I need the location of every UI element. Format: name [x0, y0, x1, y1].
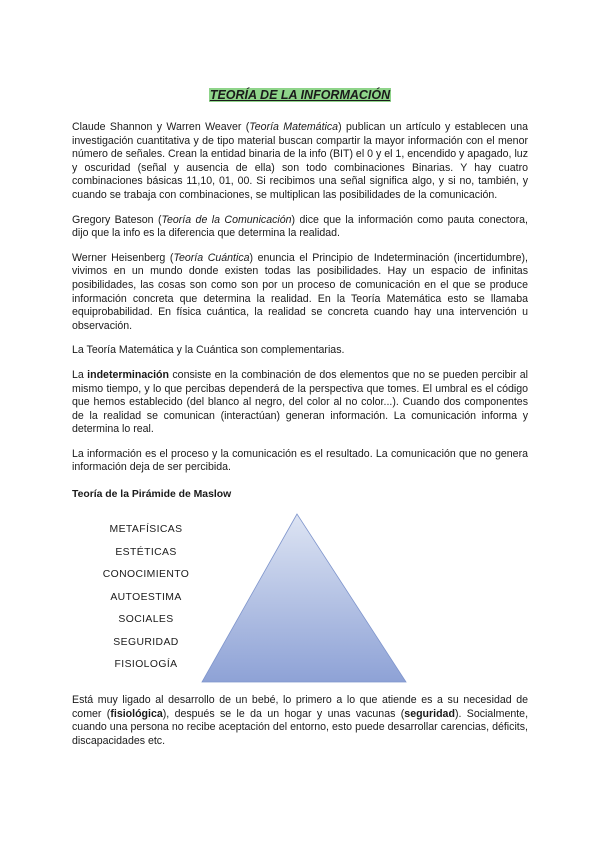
- bold-run: fisiológica: [110, 707, 163, 720]
- pyramid-level-list: [86, 523, 206, 681]
- pyramid-level: CONOCIMIENTO: [102, 569, 190, 581]
- page-title: [72, 70, 528, 107]
- text-run: consiste en la combinación de dos elementos que no se pueden percibir al mismo tiempo, y lo que percibas dependerá de la perspectiva que tomes. El umbral es el código que hemos establecido (del blanco al negro, del color al no color...). Cuando dos componentes de la realidad se comunican (interactúan) generan información. La comunicación informa y determina lo real.: [72, 368, 528, 436]
- document-page: [72, 70, 528, 759]
- paragraph-indeterminacion: [72, 369, 528, 437]
- text-run: Gregory Bateson (: [72, 213, 162, 226]
- maslow-heading: Teoría de la Pirámide de Maslow: [72, 489, 232, 501]
- paragraph-bateson: [72, 214, 528, 241]
- paragraph-complementarias: La Teoría Matemática y la Cuántica son complementarias.: [72, 344, 345, 357]
- pyramid-level: FISIOLOGÍA: [114, 659, 178, 671]
- text-run: Werner Heisenberg (: [72, 251, 174, 264]
- pyramid-shape: [202, 514, 406, 682]
- bold-run: seguridad: [404, 707, 455, 720]
- pyramid-level: AUTOESTIMA: [110, 591, 182, 603]
- italic-run: Teoría de la Comunicación: [161, 213, 292, 226]
- maslow-pyramid: [72, 500, 528, 690]
- paragraph-proceso: La información es el proceso y la comunicación es el resultado. La comunicación que no genera información deja de ser percibida.: [72, 447, 528, 474]
- paragraph-bebe: [72, 694, 528, 748]
- text-run: ) dice que la información como pauta conectora, dijo que la info es la diferencia que determina la realidad.: [72, 213, 528, 240]
- bold-run: indeterminación: [87, 368, 169, 381]
- pyramid-level: METAFÍSICAS: [109, 524, 183, 536]
- italic-run: Teoría Matemática: [249, 121, 339, 133]
- text-run: Está muy ligado al desarrollo de un bebé, lo primero a lo que atiende es a su necesidad de comer (: [72, 694, 528, 720]
- pyramid-level: ESTÉTICAS: [115, 546, 177, 558]
- text-run: La: [72, 368, 88, 381]
- text-run: Claude Shannon y Warren Weaver (: [72, 121, 250, 133]
- text-run: ) enuncia el Principio de Indeterminación (incertidumbre), vivimos en un mundo donde existen todas las posibilidades. Hay un espacio de infinitas posibilidades, las cosas son como son por un proceso de comunicación en el que se produce información concreta que determina la realidad. En la Teoría Matemática esto se llamaba equiprobabilidad. En física cuántica, la realidad se concreta cuando hay una intervención u observación.: [72, 251, 528, 332]
- pyramid-triangle: [200, 512, 410, 684]
- text-run: ). Socialmente, cuando una persona no recibe aceptación del entorno, esto puede desarrollar carencias, déficits, discapacidades etc.: [72, 707, 529, 747]
- text-run: ) publican un artículo y establecen una investigación cuantitativa y de tipo material buscan compartir la mayor información con el menor número de señales. Crean la entidad binaria de la info (BIT) el 0 y el 1, encendido y apagado, luz y oscuridad (señal y ausencia de ella) son todo combinaciones Binarias. Y hay cuatro combinaciones básicas 11,10, 01, 00. Si recibimos una señal significa algo, y si no, también, y cuando se trabaja con combinaciones, se multiplican las posibilidades de la comunicación.: [72, 121, 528, 201]
- pyramid-level: SEGURIDAD: [113, 636, 179, 648]
- italic-run: Teoría Cuántica: [173, 251, 250, 264]
- paragraph-heisenberg: [72, 252, 528, 334]
- text-run: ), después se le da un hogar y unas vacunas (: [162, 707, 405, 720]
- title-highlight: TEORÍA DE LA INFORMACIÓN: [209, 88, 391, 102]
- paragraph-shannon: [72, 121, 528, 203]
- pyramid-level: SOCIALES: [118, 614, 174, 626]
